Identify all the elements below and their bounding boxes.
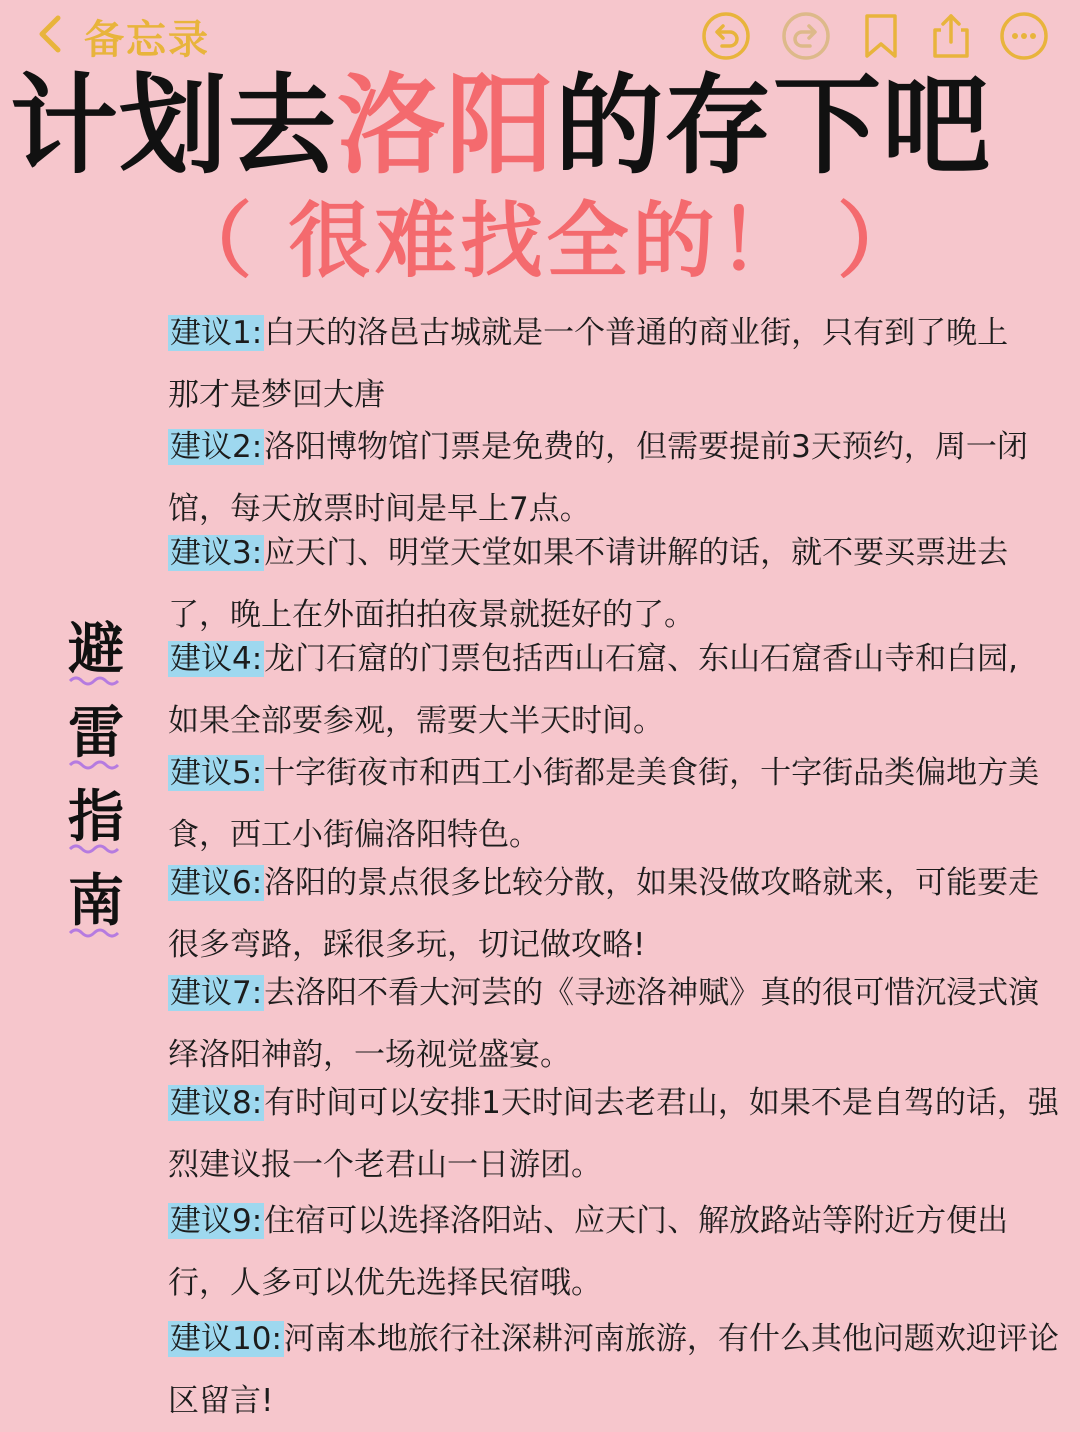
undo-icon[interactable] xyxy=(700,10,752,62)
tip-item xyxy=(168,302,1068,426)
tip-text: 白天的洛邑古城就是一个普通的商业街，只有到了晚上 xyxy=(264,315,1009,351)
tip-label: 建议10: xyxy=(170,1321,282,1357)
wavy-underline-icon xyxy=(68,674,124,688)
tip-text-cont: 很多弯路，踩很多玩，切记做攻略! xyxy=(168,927,646,963)
tip-item xyxy=(168,1190,1068,1314)
tip-text: 河南本地旅行社深耕河南旅游，有什么其他问题欢迎评论 xyxy=(283,1321,1059,1357)
tip-text-cont: 行，人多可以优先选择民宿哦。 xyxy=(168,1265,602,1301)
tip-text: 去洛阳不看大河芸的《寻迹洛神赋》真的很可惜沉浸式演 xyxy=(264,975,1040,1011)
tip-text-cont: 那才是梦回大唐 xyxy=(168,377,385,413)
chevron-left-icon xyxy=(30,10,70,62)
title-part1: 计划去 xyxy=(10,64,338,189)
tip-label: 建议8: xyxy=(170,1085,263,1121)
back-label: 备忘录 xyxy=(84,16,210,63)
tip-item xyxy=(168,1072,1068,1196)
tip-text-cont: 烈建议报一个老君山一日游团。 xyxy=(168,1147,602,1183)
tip-item xyxy=(168,742,1068,866)
tip-label: 建议5: xyxy=(170,755,263,791)
back-button[interactable] xyxy=(30,8,210,64)
tip-text: 龙门石窟的门票包括西山石窟、东山石窟香山寺和白园, xyxy=(264,641,1019,677)
side-label-char: 雷 xyxy=(62,692,130,776)
wavy-underline-icon xyxy=(68,842,124,856)
tip-item xyxy=(168,628,1068,752)
tip-label: 建议3: xyxy=(170,535,263,571)
tip-text: 有时间可以安排1天时间去老君山，如果不是自驾的话，强 xyxy=(264,1085,1059,1121)
tip-text: 洛阳博物馆门票是免费的，但需要提前3天预约，周一闭 xyxy=(264,429,1028,465)
bookmark-icon[interactable] xyxy=(855,10,907,62)
more-icon[interactable] xyxy=(998,10,1050,62)
tip-text: 十字街夜市和西工小街都是美食街，十字街品类偏地方美 xyxy=(264,755,1040,791)
tips-list xyxy=(168,302,1068,1432)
wavy-underline-icon xyxy=(68,926,124,940)
tip-label: 建议7: xyxy=(170,975,263,1011)
title-part2: 的存下吧 xyxy=(555,64,992,189)
side-label-char: 指 xyxy=(62,776,130,860)
tip-item xyxy=(168,1308,1068,1432)
tip-item xyxy=(168,852,1068,976)
tip-text: 洛阳的景点很多比较分散，如果没做攻略就来，可能要走 xyxy=(264,865,1040,901)
tip-text-cont: 绎洛阳神韵，一场视觉盛宴。 xyxy=(168,1037,571,1073)
tip-text-cont: 馆，每天放票时间是早上7点。 xyxy=(168,491,591,527)
title-highlight: 洛阳 xyxy=(337,64,556,189)
tip-item xyxy=(168,962,1068,1086)
note-subtitle: （ 很难找全的！ ） xyxy=(170,194,924,289)
tip-text-cont: 如果全部要参观，需要大半天时间。 xyxy=(168,703,664,739)
tip-text-cont: 区留言! xyxy=(168,1383,274,1419)
tip-label: 建议2: xyxy=(170,429,263,465)
wavy-underline-icon xyxy=(68,758,124,772)
tip-label: 建议9: xyxy=(170,1203,263,1239)
side-label-char: 避 xyxy=(62,608,130,692)
tip-text-cont: 食，西工小街偏洛阳特色。 xyxy=(168,817,540,853)
side-label-char: 南 xyxy=(62,860,130,944)
tip-label: 建议4: xyxy=(170,641,263,677)
share-icon[interactable] xyxy=(925,10,977,62)
redo-icon[interactable] xyxy=(780,10,832,62)
note-title xyxy=(10,62,1070,192)
tip-text: 应天门、明堂天堂如果不请讲解的话，就不要买票进去 xyxy=(264,535,1009,571)
tip-label: 建议6: xyxy=(170,865,263,901)
side-label xyxy=(62,608,130,944)
tip-label: 建议1: xyxy=(170,315,263,351)
tip-text: 住宿可以选择洛阳站、应天门、解放路站等附近方便出 xyxy=(264,1203,1009,1239)
tip-text-cont: 了，晚上在外面拍拍夜景就挺好的了。 xyxy=(168,597,695,633)
